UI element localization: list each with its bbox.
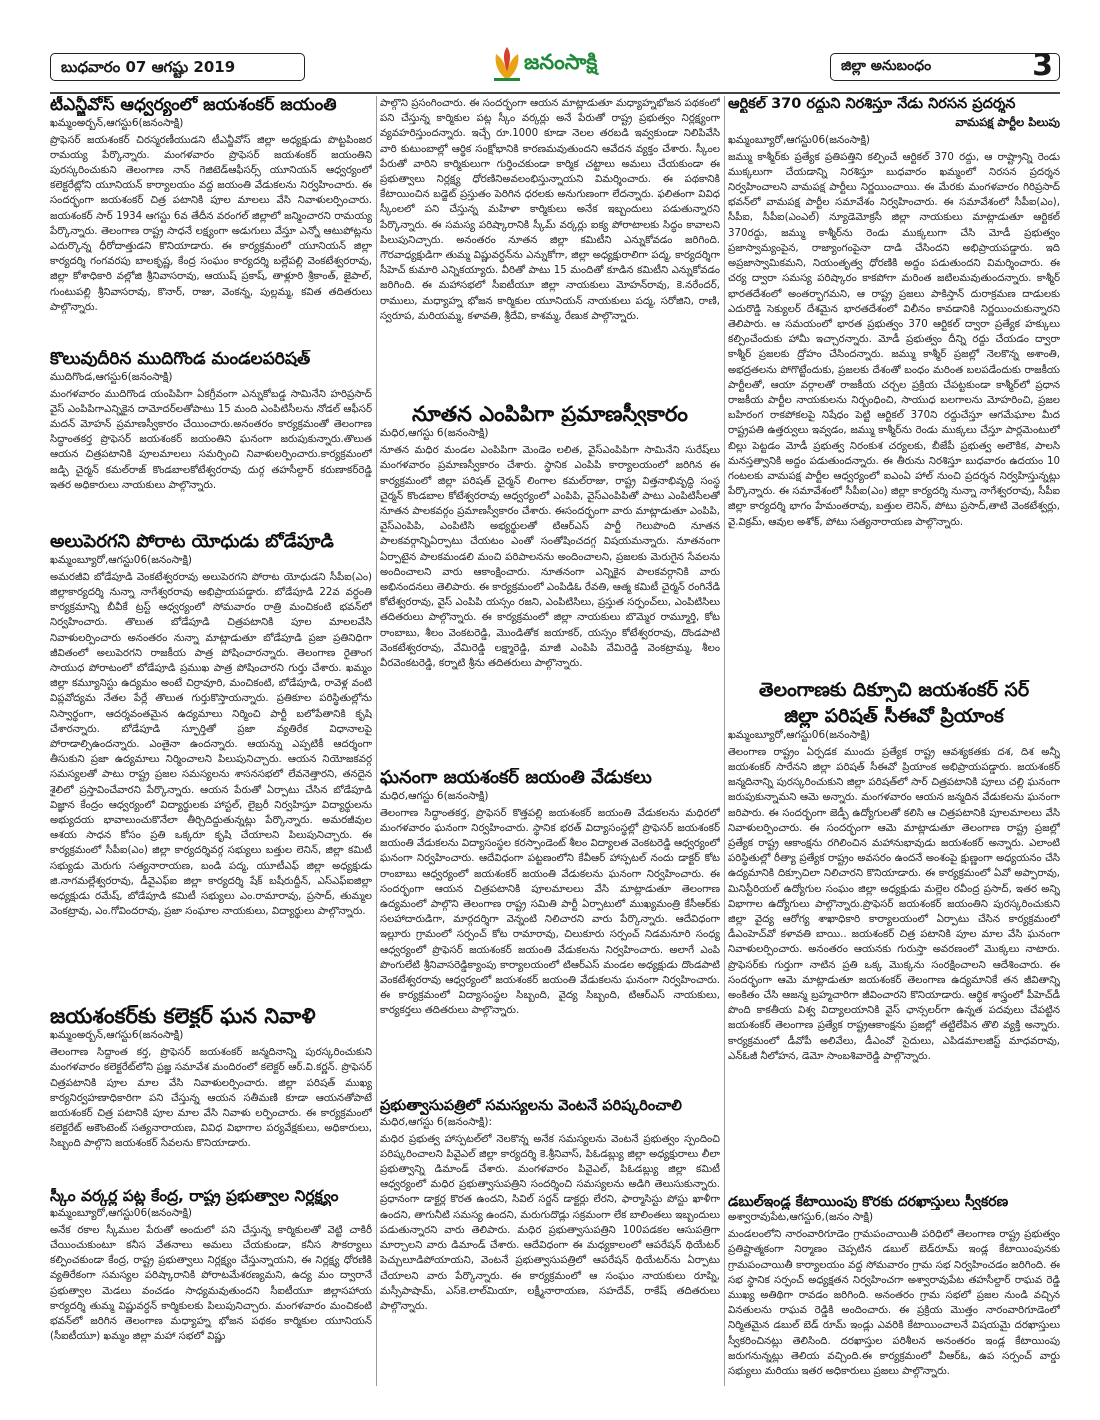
article-zp-ceo-priyanka — [728, 680, 1060, 1188]
headline: టీఎన్జీవోస్ ఆధ్వర్యంలో జయశంకర్ జయంతి — [50, 96, 337, 115]
dateline: మధిర,ఆగస్టు 6(జనంసాక్షి) — [380, 789, 489, 802]
masthead-rule — [50, 92, 1060, 94]
logo-emblem-icon — [490, 44, 524, 84]
article-body: మంగళవారం ముదిగొండ యంపిపిగా ఏకగ్రీవంగా ఎన్నుకోబడ్డ సామినేని హరిప్రసాద్ వైస్ ఎంపిపిగాఎన్నికైన దామోదర్‌లతోపాటు 15 మంది ఎంపిటిసీలను నోడల్ ఆఫీసర్ మదన్ మోహన్ ప్రమాణస్వీకారం చేయించారు.అనంతరం కార్యక్రమంతో తెలంగాణ సిద్ధాంతకర్త ప్రొఫెసర్ జయశంకర్ జయంతిని ఘనంగా జరుపుకున్నారు.తొలుత ఆయన చిత్రపటానికి పూలమాలలు సమర్పించి నివాళులర్పించారు.కార్యక్రమంలో జడ్పి చైర్మన్ కమల్‌రాజ్ కొండబాలకోటేశ్వరరావు దుర్గ తహసీల్దార్ కరుణాకర్‌రెడ్డి ఇతర అధికారులు నాయకులు పాల్గొన్నారు. — [50, 388, 372, 491]
article-body: తెలంగాణ సిద్దాంత కర్త, ప్రొఫెసర్ జయశంకర్ జన్మదినాన్ని పురస్కరించుకుని మంగళవారం కలెక్టరేట్‌లోని ప్రజ్ఞ సమావేశ మందిరంలో కలెక్టర్ ఆర్.వి.కర్ణన్. ప్రొఫెసర్ చిత్రపటానికి పూల మాల వేసి నివాళులర్పించారు. జిల్లా పరిషత్ ముఖ్య కార్యనిర్వహణాధికారిగా పని చేస్తున్న ఆయన సతీమణి కూడా ఆయనతోపాటే జయశంకర్ చిత్ర పటానికి పూల మాల వేసి నివాళు లర్పించారు. ఈ కార్యక్రమంలో కలెక్టరేట్ అకౌంటెంట్ సత్యనారాయణ, వివిధ విభాగాల పర్యవేక్షకులు, అధికారులు, సిబ్బంది పాల్గొని జయశంకర్ సేవలను కొనియాడారు. — [50, 1047, 372, 1150]
subheadline: వామపక్ష పార్టీల పిలుపు — [955, 114, 1060, 129]
section-name: జిల్లా అనుబంధం — [841, 58, 932, 74]
article-body: మండలంలోని నారంవారిగూడెం గ్రామపంచాయితీ పరిధిలో తెలంగాణ రాష్ట్ర ప్రభుత్వం ప్రతిష్టాత్మకంగా నిర్మాణం చెప్పటిన డబుల్ బెడ్‌రూమ్ ఇండ్ల కేటాయింపునకు గ్రామపంచాయితీ కార్యాలయం వద్ద సోమవారం గ్రామ సభ నిర్వహించడం జరిగింది. ఈ సభ స్థానిక సర్పంచ్ అధ్యక్షతన నిర్వహించగా అశ్వారావుపేట తహసీల్దార్ రాఘవ రెడ్డి ముఖ్య అతిథిగా రావడం జరిగింది. అనంతరం గ్రామ సభలో ప్రజల నుండి వచ్చిన వినతులను రాఘవ రెడ్డికి అందించారు. ఈ ప్రక్రియ మొత్తం నారంవారిగూడెంలో నిర్మితమైన డబుల్ బెడ్ రూమ్ ఇండ్లు ఎవరికి కేటాయించాలనే విషయమై దరఖాస్తులు స్వీకరించినట్లు తెలిసింది. దరఖాస్తుల పరిశీలన అనంతరం ఇండ్ల కేటాయింపు జరుగనున్నట్లు తెలియ వచ్చింది.ఈ కార్యక్రమంలో వీఆర్ఓ, ఉప సర్పంచ్ వార్డు సభ్యులు మరియు ఇతర అధికారులు ప్రజలు పాల్గొన్నారు. — [728, 1229, 1060, 1377]
article-article-370-protest — [728, 96, 1060, 672]
article-bodepudi — [50, 532, 372, 998]
dateline: ఖమ్మంబ్యూరో,ఆగస్టు06(జనంసాక్షి) — [728, 133, 871, 146]
dateline: మధిర,ఆగస్టు 6(జనంసాక్షి): — [380, 1115, 493, 1128]
article-body: తెలంగాణ సిద్ధాంతకర్త, ప్రొఫెసర్ కొత్తపల్లి జయశంకర్ జయంతి వేడుకలను మధిరలో మంగళవారం ఘనంగా నిర్వహించారు. స్థానిక భరత్ విద్యాసంస్థల్లో ప్రొఫెసర్ జయశంకర్ జయంతి వేడుకలను విద్యాసంస్థల కరస్పాండెంట్ శీలం విద్యాలత వెంకటరెడ్డి ఆధ్వర్యంలో ఘనంగా నిర్వహించారు. ఆదేవిధంగా పట్టణంలోని కేవీఆర్ హాస్పటల్ నందు డాక్టర్ కోట రాంబాబు ఆధ్వర్యంలో జయశంకర్ జయంతి వేడుకలను ఘనంగా నిర్వహించారు. ఈ సందర్భంగా ఆయన చిత్రపటానికి పూలమాలలు వేసి మాట్లాడుతూ తెలంగాణ ఉద్యమంలో పాల్గొని తెలంగాణ రాష్ట్ర సమితి పార్టీ ఏర్పాటులో ముఖ్యమంత్రి కేసీఆర్‌కు సలహాదారుడిగా, మార్గదర్శిగా వెన్నంటి నిలిచారని వారు పేర్కొన్నారు. ఆదేవిధంగా ఇల్లూరు గ్రామంలో సర్పంచ్ కోట రామారావు, చిలుకూరు సర్పంచ్ నిడమనూరి సంధ్య ఆధ్వర్యంలో ప్రొఫెసర్ జయశంకర్ జయంతి వేడుకలను నిర్వహించారు. అలాగే ఎంపి పొంగులేటి శ్రీనివాసరెడ్డిక్యాంపు కార్యాలయంలో టిఆర్ఎస్ మండల అధ్యక్షుడు దొండపాటి వెంకటేశ్వరరావు ఆధ్వర్యంలో జయశంకర్ జయంతి వేడుకలను ఘనంగా నిర్వహించారు. ఈ కార్యక్రమంలో విద్యాసంస్థల సిబ్బంది, వైద్య సిబ్బంది, టిఆర్ఎస్ నాయకులు, కార్యకర్తలు తదితరులు పాల్గొన్నారు. — [380, 807, 720, 1017]
column-2 — [380, 96, 720, 1396]
headline: డబుల్ఇండ్ల కేటాయింపు కొరకు దరఖాస్తులు స్వీకరణ — [728, 1194, 1009, 1210]
headline: అలుపెరగని పోరాట యోధుడు బోడేపూడి — [50, 532, 334, 552]
dateline: ముదిగొండ,ఆగస్టు6(జనంసాక్షి) — [50, 370, 173, 383]
headline: ప్రభుత్వాసుపత్రిలో సమస్యలను వెంటనే పరిష్కరించాలి — [380, 1098, 682, 1114]
column-3 — [728, 96, 1060, 1396]
dateline: ఖమ్మంఅర్బన్,ఆగస్టు6(జనంసాక్షి) — [50, 116, 184, 129]
headline: కొలువుదీరిన ముదిగొండ మండలపరిషత్ — [50, 350, 311, 369]
dateline: ఖమ్మంబ్యూరో,ఆగస్టు06(జనంసాక్షి) — [728, 728, 871, 741]
article-body: తెలంగాణ రాష్ట్రం ఏర్పడక ముందు ప్రత్యేక రాష్ట్ర ఆవశ్యకతకు దశ, దిశ అన్నీ జయశంకర్ సారేనని జిల్లా పరిషత్ సీఈవో ప్రియాంక అభిప్రాయపడ్డారు. జయశంకర్ జన్మదినాన్ని పురస్కరించుకుని జిల్లా పరిషత్‌లో సార్ చిత్రపటానికి పూలు చల్లి ఘనంగా జరుపుకున్నామని ఆమె అన్నారు. మంగళవారం ఆయన జన్మదిన వేడుకలను ఘనంగా జరిపారు. ఈ సందర్భంగా జెడ్పీ ఉద్యోగులతో కలిసి ఆ చిత్రపటానికి పూలమాలలు వేసి నివాళులర్పించారు. ఈ సందర్భంగా ఆమె మాట్లాడుతూ తెలంగాణ రాష్ట్ర ప్రజల్లో ప్రత్యేక రాష్ట్ర ఆకాంక్షను రగిలించిన మహానుభావుడు జయశంకర్ అన్నారు. ఎలాంటి పరిస్థితుల్లో రీత్యా ప్రత్యేక రాష్ట్రం అవసరం ఉందనే అంశంపై క్షుణ్ణంగా అధ్యయనం చేసి ఉద్యమానికి దిక్సూచిలా నిలిచారని కొనియాడారు. ఈ కార్యక్రమంలో ఏవో అప్పారావు, మినిస్టీరియల్ ఉద్యోగుల సంఘం జిల్లా అధ్యక్షుడు మల్లెల రవీంద్ర ప్రసాద్, ఇతర అన్ని విభాగాల ఉద్యోగులు పాల్గొన్నారు.ప్రొఫెసర్ జయశంకర్ జయంతిని పురస్కరించుకుని జిల్లా వైద్య ఆరోగ్య శాఖాధికారి కార్యాలయంలో ఏర్పాటు చేసిన కార్యక్రమంలో డీఎంహెచ్‌వో కళావతి బాయి.. జయశంకర్ చిత్ర పటానికి పూల మాల వేసి ఘనంగా నివాళులర్పించారు. అనంతరం ఆయనకు గురుస్తా అవరణంలో మొక్కలు నాటారు. ప్రొఫెసర్‌కు గుర్తుగా నాటిన ప్రతి ఒక్క మొక్కను సంరక్షించాలని ఆదేశించారు. ఈ సందర్భంగా ఆమె మాట్లాడుతూ జయశంకర్ తెలంగాణ ఉద్యమానికే తన జీవితాన్ని అంకితం చేసి ఆజన్మ బ్రహ్మచారిగా జీవించారని కొనియాడారు. ఆర్థిక శాస్త్రంలో పీహెచ్‌డీ పొంది కాకతీయ విశ్వ విద్యాలయానికి వైస్ ఛాన్సలర్‌గా ఉన్నత పదవులు చేపట్టిన జయశంకర్ తెలంగాణ ప్రత్యేక రాష్ట్రఆకాంక్షను ప్రజల్లో తట్టిలేపిన తొలి వ్యక్తి అన్నారు. కార్యక్రమంలో డీవోపీ అలివేలు, డీఎంవో సైదులు, ఎపిడమాలజిస్ట్ మాధవరావు, ఎన్‌ఓజీ నీలోహన, డెమో సాంబశివారెడ్డి పాల్గొన్నారు. — [728, 746, 1060, 1062]
article-jayashankar-celebrations — [380, 768, 720, 1092]
logo-text: జనంసాక్షి — [524, 50, 598, 74]
article-body: అనేక రకాల స్కీముల పేరుతో అందులో పని చేస్తున్న కార్మికులతో వెట్టి చాకిరీ చేయించుకుంటూ కనీస వేతనాలు అమలు చేయకుండా, కనీస సౌకర్యాలు కల్పించకుండా కేంద్ర, రాష్ట్ర ప్రభుత్వాలు నిర్లక్ష్యం చేస్తున్నాయని, ఈ నిర్లక్ష్య ధోరణికి వ్యతిరేకంగా సమస్యల పరిష్కారానికి పోరాటమేశరణ్యమని, ఉద్య మం ద్వారానే ప్రభుత్వాల మెడలు వంచడం సాధ్యమవుతుందని సీఐటీయూ జిల్లాసహాయ కార్యదర్శి తుమ్మ విష్ణువర్ధన్ కార్మికులకు పిలుపునిచ్చారు. మంగళవారం మంచికంటి భవన్‌లో జరిగిన తెలంగాణ మధ్యాహ్న భోజన పథకం కార్మికుల యూనియన్ (సీఐటీయూ) ఖమ్మం జిల్లా మహా సభలో విష్ణు — [50, 1224, 372, 1343]
article-scheme-workers — [50, 1188, 372, 1396]
article-body: జమ్ము కాశ్మీర్‌కు ప్రత్యేక ప్రతిపత్తిని కల్పించే ఆర్టికల్ 370 రద్దు, ఆ రాష్ట్రాన్ని రెండు ముక్కలుగా చేయడాన్ని నిరశిస్తూ బుధవారం ఖమ్మంలో నిరసన ప్రదర్శన నిర్వహించాలని వామపక్ష పార్టీలు నిర్ణయించాయి. ఈ మేరకు మంగళవారం గిరిప్రసాద్ భవన్‌లో వామపక్ష పార్టీల సమావేశం నిర్వహించారు. ఈ సమావేశంలో సీపీఐ(ఎం), సీపీఐ, సీపీఐ(ఎంఎల్) న్యూడెమోక్రసీ జిల్లా నాయకులు మాట్లాడుతూ ఆర్టికల్ 370రద్దు, జమ్ము కాశ్మీర్‌ను రెండు ముక్కలుగా చేసి మోడీ ప్రభుత్వం ప్రజాస్వామ్యంపైన, రాజ్యాంగంపైనా దాడి చేసిందని అభిప్రాయపడ్డారు. ఇది అప్రజాస్వామికమని, నియంతృత్వ ధోరణికి అద్దం పడుతుందని విమర్శించారు. ఈ చర్య ద్వారా సమస్య పరిష్కారం కాకపోగా మరింత జటిలమవుతుందన్నారు. కాశ్మీర్ భారతదేశంలో అంతర్భాగమని, ఆ రాష్ట్ర ప్రజలు పాకిస్తాన్ దురాక్రమణ దాడులకు ఎదురొడ్డి సెక్యులర్ దేశమైన భారతదేశంలో విలీనం కావడానికి నిర్ణయించుకున్నారని తెలిపారు. ఆ సమయంలో భారత ప్రభుత్వం 370 ఆర్టికల్ ద్వారా ప్రత్యేక హక్కులు కల్పించేందుకు హామీ ఇచ్చారన్నారు. మోడీ ప్రభుత్వం దీన్ని రద్దు చేయడం ద్వారా కాశ్మీర్ ప్రజలకు ద్రోహం చేసిందన్నారు. జమ్ము కాశ్మీర్ ప్రజల్లో నెలకొన్న అశాంతి, అభద్రతలను పోగొట్టేందుకు, ప్రజలకు దేశంతో బంధం మరింత బలపడేందుకు రాజకీయ పార్టీలతో, ఆయా వర్గాలతో రాజకీయ చర్చల ప్రక్రియ చేపట్టకుండా కాశ్మీర్‌లో ప్రధాన రాజకీయ పార్టీల నాయకులను నిర్బంధించి, సాయుధ బలగాలను మోహరించి, ప్రజల బహిరంగ రాకపోకలపై నిషేధం పెట్టి ఆర్టికల్ 370ని రద్దుచేస్తూ ఆగమేఘాల మీద రాష్ట్రపతి ఉత్తర్వులు ఇవ్వడం, జమ్ము కాశ్మీర్‌ను రెండు ముక్కలు చేస్తూ పార్లమెంటులో బిల్లు పెట్టడం మోడీ ప్రభుత్వ నిరంకుశ చర్యలకు, బీజేపీ ప్రభుత్వ అలౌకిక, పాలసి మనస్తత్వానికి అద్దం పడుతుందన్నారు. ఈ తీరును నిరశిస్తూ బుధవారం ఉదయం 10 గంటలకు వామపక్ష పార్టీల ఆధ్వర్యంలో ఐఎంఏ హాల్ నుంచి ప్రదర్శన నిర్వహిస్తున్నట్లు పేర్కొన్నారు. ఈ సమావేశంలో సీపీఐ(ఎం) జిల్లా కార్యదర్శి నున్నా నాగేశ్వరరావు, సీపీఐ జిల్లా కార్యదర్శి భాగం హేమంతరావు, బత్తుల లెనిన్, పోటు ప్రసాద్,తాటి వెంకటేశ్వర్లు, వై.విక్రమ్, ఆవుల అశోక్, పోటు సత్యనారాయణ పాల్గొన్నారు. — [728, 151, 1060, 528]
headline-line-2: జిల్లా పరిషత్ సీఈవో ప్రియాంక — [784, 705, 1004, 727]
headline: స్కీం వర్కర్ల పట్ల కేంద్ర, రాష్ట్ర ప్రభుత్వాల నిర్లక్ష్యం — [50, 1188, 339, 1205]
headline: నూతన ఎంపిపిగా ప్రమాణస్వీకారం — [412, 402, 688, 426]
dateline: ఖమ్మంఅర్బన్,ఆగస్టు6(జనంసాక్షి) — [50, 1029, 184, 1042]
dateline: మధిర,ఆగస్టు 6(జనంసాక్షి) — [380, 427, 489, 440]
newspaper-logo — [490, 42, 660, 86]
article-collector-tribute — [50, 1004, 372, 1182]
headline: ఘనంగా జయశంకర్ జయంతి వేడుకలు — [380, 768, 652, 788]
article-body: అమరజీవి బోడేపూడి వెంకటేశ్వరరావు అలుపెరగని పోరాట యోధుడని సీపీఐ(ఎం) జిల్లాకార్యదర్శి నున్నా నాగేశ్వరరావు అభిప్రాయపడ్డారు. బోడేపూడి 22వ వర్ధంతి కార్యక్రమాన్ని బీవీకే ట్రస్ట్ ఆధ్వర్యంలో సోమవారం రాత్రి మంచికంటి భవన్‌లో నిర్వహించారు. తొలుత బోడేపూడి చిత్రపటానికి పూల మాలలవేసి నివాళులర్పించారు అనంతరం నున్నా మాట్లాడుతూ బోడేపూడి ప్రజా ప్రతినిధిగా జీవితంలో అలుపెరగని రాజకీయ పాత్ర పోషించారన్నారు. తెలంగాణ రైతాంగ సాయుధ పోరాటంలో బోడేపూడి ప్రముఖ పాత్ర పోషించారని గుర్తు చేశారు. ఖమ్మం జిల్లా కమ్యూనిస్టు ఉద్యమం అంటే చిర్రావూరి, మంచికంటి, బోడేపూడి, రావెళ్ల వంటి విప్లవోద్యమ నేతల పేర్లే తొలుత గుర్తుకొస్తాయన్నారు. ప్రతికూల పరిస్థితుల్లోను నిస్వార్థంగా, ఆదర్శవంతమైన ఉద్యమాలు నిర్మించి పార్టీ బలోపేతానికి కృషి చేశారన్నారు. బోడేపూడి స్ఫూర్తితో ప్రజా వ్యతిరేక విధానాలపై పోరాడాల్సిఉందన్నారు. ఎంతైనా ఉందన్నారు. ఆయన్ను ఎప్పటికీ ఆదర్శంగా తీసుకుని ప్రజా ఉద్యమాలు నిర్మించాలని పిలుపునిచ్చారు. ఆయన నియోజకవర్గ సమస్యలతో పాటు రాష్ట్ర ప్రజల సమస్యలను శాసనసభలో లేవనెత్తారని, తనదైన శైలిలో ప్రస్తావించేవారని పేర్కొన్నారు. ఆయన పేరుతో ఏర్పాటు చేసిన బోడేపూడి విజ్ఞాన కేంద్రం ఆధ్వర్యంలో విద్యార్థులకు హాస్టల్, లైబ్రరీ నిర్వహిస్తూ విద్యార్థులను అభ్యుదయ భావాలుంచుకొనేలా తీర్చిదిద్దుతున్నట్లు పేర్కొన్నారు. అమరజీవుల ఆశయ సాధన కోసం ప్రతి ఒక్కరూ కృషి చేయాలని పిలుపునిచ్చారు. ఈ కార్యక్రమంలో సీపీఐ(ఎం) జిల్లా కార్యదర్శివర్గ సభ్యులు బత్తుల లెనిన్, జిల్లా కమిటీ సభ్యుడు మెరుగు సత్యనారాయణ, బండి పద్మ, యూటీఎఫ్ జిల్లా అధ్యక్షుడు జి.నాగమల్లేశ్వరరావు, డీవైఎఫ్ఐ జిల్లా కార్యదర్శి షేక్ బషీరుద్దీన్, ఎస్ఎఫ్ఐజిల్లా అధ్యక్షుడు రమేష్, బోడేపూడి కమిటీ సభ్యులు ఎం.రామారావు, ప్రసాద్, తుమ్మల వెంకట్రావు, ఎం.గోవిందరావు, ప్రజా సంఘాల నాయకులు, విద్యార్థులు పాల్గొన్నారు. — [50, 571, 372, 918]
dateline: అశ్వారావుపేట,ఆగస్టు6,(జనం సాక్షి) — [728, 1211, 874, 1224]
article-govt-hospital — [380, 1098, 720, 1396]
headline: జయశంకర్‌కు కలెక్టర్ ఘన నివాళి — [50, 1004, 316, 1028]
column-1 — [50, 96, 372, 1396]
column-divider — [376, 96, 377, 1386]
section-label — [830, 53, 1060, 81]
headline-line-1: తెలంగాణకు దిక్సూచి జయశంకర్ సర్ — [758, 680, 1030, 701]
issue-date: బుధవారం 07 ఆగష్టు 2019 — [50, 53, 305, 81]
article-body: మధిర ప్రభుత్వ హాస్పటల్‌లో నెలకొన్న అనేక సమస్యలను వెంటనే ప్రభుత్వం స్పందించి పరిష్కరించాలని పివైఎల్ జిల్లా కార్యదర్శి కె.శ్రీనివాస్, పిఓడబ్ల్యు జిల్లా అధ్యక్షురాలు లీలా ప్రభుత్వాన్ని డిమాండ్ చేశారు. మంగళవారం పివైఎల్, పిఓడబ్ల్యు జిల్లా కమిటీ ఆధ్వర్యంలో మధిర ప్రభుత్వాసుపత్రిని సందర్శించి సమస్యలను అడిగి తెలుసుకున్నారు. ప్రధానంగా డాక్టర్ల కొరత ఉందని, సివిల్ సర్జన్ డాక్టర్లు లేరని, ఫార్మాసిస్టు పోస్టు ఖాళీగా ఉందని, తాగునీటి సమస్య ఉందని, మరుగుదొడ్లు సక్రమంగా లేక బాలింతలు ఇబ్బందులు పడుతున్నారని వారు తెలిపారు. మధిర ప్రభుత్వాసుపత్రిని 100పడకల ఆసుపత్రిగా మార్చాలని వారు డిమాండ్ చేశారు. ఆదేవిధంగా ఈ మధ్యకాలంలో ఆపరేషన్ థియేటర్ పెచ్చులూడిపోయాయని, వెంటనే ప్రభుత్వాసుపత్రిలో ఆపరేషన్ థియేటర్‌ను ఏర్పాటు చేయాలని వారు పేర్కొన్నారు. ఈ కార్యక్రమంలో ఆ సంఘం నాయకులు రూప్ని, మస్సీపాషామ్, ఎస్‌కె.లాల్‌మియా, లక్ష్మీనారాయణ, సహదేవ్, రాకేష్ తదితరులు పాల్గొన్నారు. — [380, 1133, 720, 1312]
article-body: పాల్గొని ప్రసంగించారు. ఈ సందర్భంగా ఆయన మాట్లాడుతూ మధ్యాహ్నభోజన పథకంలో పని చేస్తున్న కార్మికుల పట్ల స్కీం వర్కర్లు అనే పేరుతో రాష్ట్ర ప్రభుత్వం నిర్లక్ష్యంగా వ్యవహరిస్తుందన్నారు. ఇచ్చే రూ.1000 కూడా నెలల తరబడి ఇవ్వకుండా నిలిపివేసి వారి కుటుంబాల్లో ఆర్థిక సంక్షోభానికి కారణమవుతుందని ఆవేదన వ్యక్తం చేశారు. స్కీంల పేరుతో వారిని కార్మికులుగా గుర్తించకుండా కార్మిక చట్టాలు అమలు చేయకుండా ఈ ప్రభుత్వాలు నిర్లక్ష్య ధోరణినిఅవలంభిస్తున్నాయని విమర్శించారు. ఈ పథకానికి కేటాయించిన బడ్జెట్ ప్రస్తుతం పెరిగిన ధరలకు అనుగుణంగా లేదన్నారు. ఫలితంగా వివిధ స్కీంలలో పని చేస్తున్న మహిళా కార్మికులు అనేక ఇబ్బందులు పడుతున్నారని పేర్కొన్నారు. ఈ సమస్య పరిష్కారానికి స్కీమ్ వర్కర్లు ఐక్య పోరాటాలకు సిద్ధం కావాలని పిలుపునిచ్చారు. అనంతరం నూతన జిల్లా కమిటీని ఎన్నుకోవడం జరిగింది. గౌరవాధ్యక్షుడిగా తుమ్మ విష్ణువర్ధన్‌ను ఎన్నుకోగా, జిల్లా అధ్యక్షురాలిగా పద్మ, కార్యదర్శిగా సీహెచ్ కుమారి ఎన్నికయ్యారు. వీరితో పాటు 15 మందితో కూడిన కమిటీని ఎన్నుకోవడం జరిగింది. ఈ మహాసభలో సీఐటీయూ జిల్లా నాయకులు మోహన్‌రావు, కె.నరేందర్, రాములు, మధ్యాహ్న భోజన కార్మికుల యూనియన్ నాయకులు పద్మ, సరోజిని, రాణి, స్వరూప, మరియమ్మ, కళావతి, శ్రీదేవి, కాశమ్మ, రేణుక పాల్గొన్నారు. — [380, 98, 720, 322]
article-scheme-workers-cont — [380, 96, 720, 394]
article-new-mpp — [380, 402, 720, 762]
article-mudigonda — [50, 350, 372, 526]
column-divider — [724, 96, 725, 1386]
page-number: 3 — [1032, 53, 1053, 81]
headline: ఆర్టికల్ 370 రద్దుని నిరశిస్తూ నేడు నిరసన ప్రదర్శన — [728, 96, 1016, 112]
dateline: ఖమ్మంబ్యూరో,ఆగస్టు06(జనంసాక్షి) — [50, 1206, 193, 1219]
masthead — [50, 40, 1060, 90]
article-body: నూతన మధిర మండల ఎంపిపిగా మెండెం లలిత, వైస్ఎంపిపిగా సామినేని సురేష్‌లు మంగళవారం ప్రమాణస్వీకారం చేశారు. స్థానిక ఎంపిపి కార్యాలయంలో జరిగిన ఈ కార్యక్రమంలో జిల్లా పరిషత్ చైర్మన్ లింగాల కమల్‌రాజు, రాష్ట్ర విత్తనాభివృద్ధి సంస్థ చైర్మన్ కొండబాల కోటేశ్వరరావు ఆధ్వర్యంలో ఎంపిపి, వైస్ఎంపిపితో పాటు ఎంపిటిసీలతో నూతన పాలకవర్గం ప్రమాణస్వీకారం చేశారు. ఈసందర్భంగా వారు మాట్లాడుతూ ఎంపిపి, వైస్ఎంపిపి, ఎంపిటిసి అభ్యర్థులతో టిఆర్ఎస్ పార్టీ గెలుపొంది నూతన పాలకవర్గాన్నిఏర్పాటు చేయటం ఎంతో సంతోషించదగ్గ విషయమన్నారు. నూతనంగా ఏర్పాటైన పాలకమండలి మంచి పరిపాలనను అందించాలని, ప్రజలకు మెరుగైన సేవలను అందించాలని వారు ఆకాంక్షించారు. నూతనంగా ఎన్నికైన పాలకవర్గానికి వారు అభినందనలు తెలిపారు. ఈ కార్యక్రమంలో ఎంపిడిఓ రేవతి, ఆత్మ కమిటీ చైర్మన్ రంగినేడి కోటేశ్వరరావు, వైస్ ఎంపిపి యస్సం రజని, ఎంపిటిసిలు, ప్రస్తుత సర్పంచ్‌లు, ఎంపిటిసిలు తదితరులు పాల్గొన్నారు. ఈ కార్యక్రమంలో జిల్లా నాయకులు బొమ్మెర రామ్మూర్తి, కోట రాంబాబు, శీలం వెంకటరెడ్డి, మొండితోక జయాకర్, యస్సం కోటేశ్వరరావు, దొండపాటి వెంకటేశ్వరరావు, వేమిరెడ్డి లక్ష్మారెడ్డి, మాజీ ఎంపిపి వేమిరెడ్డి వెంకట్రామ్మ, శీలం వీరవెంకటరెడ్డి, కర్నాటి శ్రీను తదితరులు పాల్గొన్నారు. — [380, 445, 720, 669]
article-tngos-jayanthi — [50, 96, 372, 342]
article-body: ప్రొఫెసర్ జయశంకర్ చిరస్మరణీయుడని టీఎన్జీవోస్ జిల్లా అధ్యక్షుడు పొట్టపింజర రామయ్య పేర్కొన్నారు. మంగళవారం ప్రొఫెసర్ జయశంకర్ జయంతిని పురస్కరించుకుని తెలంగాణ నాన్ గెజిటెడ్ఆఫీసర్స్ యూనియన్ ఆధ్వర్యంలో కలెక్టరేట్లోని యూనియన్ కార్యాలయం వద్ద జయంతి వేడుకలను నిర్వహించారు. ఈ సందర్భంగా జయశంకర్ చిత్ర పటానికి పూల మాలలు వేసి నివాళులర్పించారు. జయశంకర్ సార్ 1934 ఆగస్టు 6వ తేదీన వరంగల్ జిల్లాలో జన్మించారని రామయ్య పేర్కొన్నారు. తెలంగాణ రాష్ట్ర సాధనే లక్ష్యంగా అడుగులు వేస్తూ ఎన్నో ఆటుపోట్లను ఎదుర్కొన్న ధీరోదాత్తుడని కొనియాడారు. ఈ కార్యక్రమంలో యూనియన్ జిల్లా కార్యదర్శి గంగవరపు బాలకృష్ణ, కేంద్ర సంఘం కార్యదర్శి బల్లేపల్లి వెంకటేశ్వరరావు, జిల్లా కోశాధికారి వల్లోజి శ్రీనివాసరావు, ఆయుష్ ప్రకాష్, తాళ్లూరి శ్రీకాంత్, జైపాల్, గుంటుపల్లి శ్రీనివాసరావు, కొనార్, రాజు, వెంకన్న, పుల్లమ్మ, కవిత తదితరులు పాల్గొన్నారు. — [50, 134, 372, 313]
article-double-bedroom — [728, 1194, 1060, 1396]
dateline: ఖమ్మంబ్యూరో,ఆగస్టు06(జనంసాక్షి) — [50, 553, 193, 566]
